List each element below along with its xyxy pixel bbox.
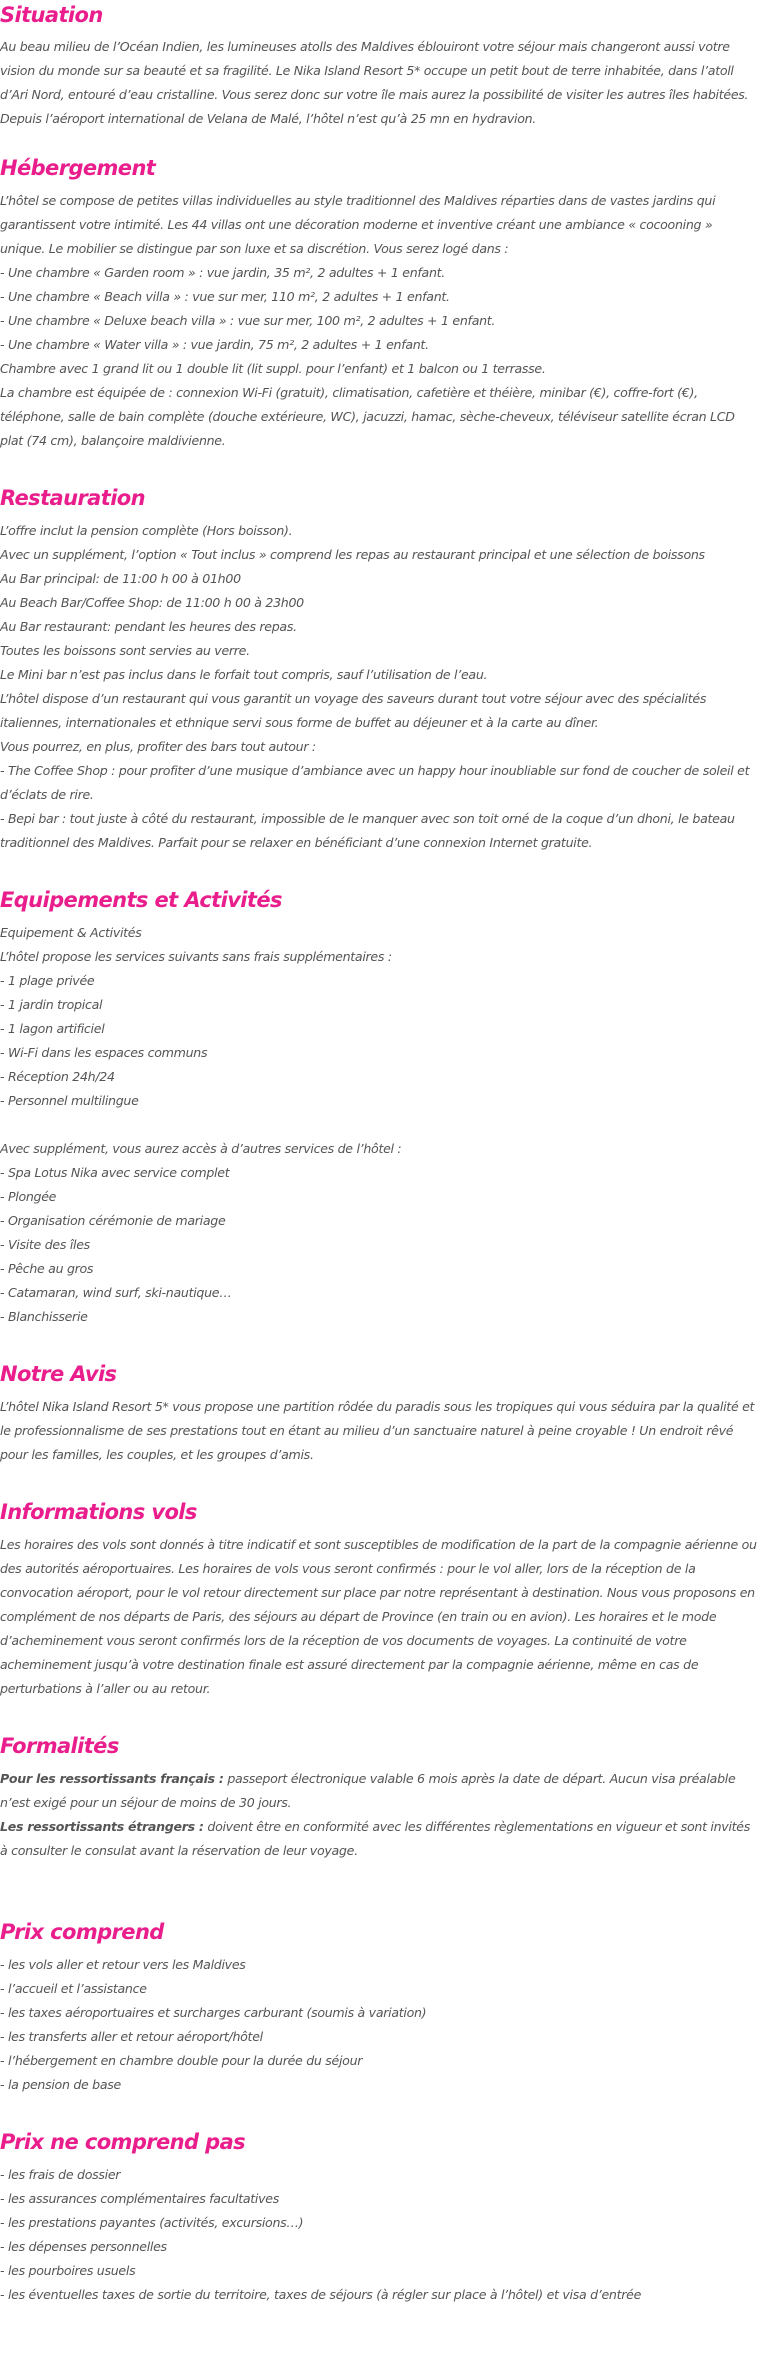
restauration-line: L’offre inclut la pension complète (Hors boisson). xyxy=(0,523,293,538)
prix-exclut-list xyxy=(0,2163,758,2307)
hebergement-equipment: La chambre est équipée de : connexion Wi-Fi (gratuit), climatisation, cafetière et théière, minibar (€), coffre-fort (€), téléphone, salle de bain complète (douche extérieure, WC), jacuzzi, hamac, sèche-cheveux, téléviseur satellite écran LCD plat (74 cm), balançoire maldivienne. xyxy=(0,385,735,448)
prix-exclut-item: - les dépenses personnelles xyxy=(0,2239,167,2254)
free-service-item: - Réception 24h/24 xyxy=(0,1069,115,1084)
paid-service-item: - Spa Lotus Nika avec service complet xyxy=(0,1165,230,1180)
restauration-title: Restauration xyxy=(0,486,145,510)
formalites-french xyxy=(0,1767,758,1815)
prix-exclut-item: - les éventuelles taxes de sortie du territoire, taxes de séjours (à régler sur place à l’hôtel) et visa d’entrée xyxy=(0,2287,642,2302)
prix-comprend-item: - la pension de base xyxy=(0,2077,122,2092)
avis-title: Notre Avis xyxy=(0,1362,117,1386)
section-situation xyxy=(0,0,758,131)
hebergement-title: Hébergement xyxy=(0,156,156,180)
room-item: - Une chambre « Water villa » : vue jardin, 75 m², 2 adultes + 1 enfant. xyxy=(0,337,429,352)
restauration-line: Le Mini bar n’est pas inclus dans le forfait tout compris, sauf l’utilisation de l’eau. xyxy=(0,667,488,682)
prix-exclut-item: - les prestations payantes (activités, excursions…) xyxy=(0,2215,304,2230)
restauration-line: - The Coffee Shop : pour profiter d’une musique d’ambiance avec un happy hour inoubliable sur fond de coucher de soleil et d’éclats de rire. xyxy=(0,763,750,802)
free-service-item: - 1 plage privée xyxy=(0,973,95,988)
vols-title: Informations vols xyxy=(0,1500,197,1524)
section-prix-exclut xyxy=(0,2097,758,2307)
formalites-french-label: Pour les ressortissants français : xyxy=(0,1771,224,1786)
paid-service-item: - Blanchisserie xyxy=(0,1309,88,1324)
free-services-list xyxy=(0,969,758,1113)
prix-comprend-title: Prix comprend xyxy=(0,1920,164,1944)
free-service-item: - 1 jardin tropical xyxy=(0,997,103,1012)
paid-service-item: - Organisation cérémonie de mariage xyxy=(0,1213,226,1228)
room-item: - Une chambre « Garden room » : vue jardin, 35 m², 2 adultes + 1 enfant. xyxy=(0,265,445,280)
restauration-lines xyxy=(0,519,758,855)
prix-comprend-item: - l’accueil et l’assistance xyxy=(0,1981,147,1996)
restauration-line: Au Beach Bar/Coffee Shop: de 11:00 h 00 à 23h00 xyxy=(0,595,304,610)
equipements-title: Equipements et Activités xyxy=(0,888,282,912)
section-equipements xyxy=(0,855,758,1329)
prix-exclut-item: - les assurances complémentaires facultatives xyxy=(0,2191,279,2206)
equipements-intro: Equipement & Activités xyxy=(0,925,142,940)
section-vols xyxy=(0,1467,758,1701)
paid-service-item: - Plongée xyxy=(0,1189,57,1204)
section-avis xyxy=(0,1329,758,1467)
section-formalites xyxy=(0,1701,758,1863)
equipements-paid-intro: Avec supplément, vous aurez accès à d’autres services de l’hôtel : xyxy=(0,1141,402,1156)
avis-text: L’hôtel Nika Island Resort 5* vous propose une partition rôdée du paradis sous les tropiques qui vous séduira par la qualité et le professionnalisme de ses prestations tout en étant au milieu d’un sanctuaire naturel à peine croyable ! Un endroit rêvé pour les familles, les couples, et les groupes d’amis. xyxy=(0,1399,755,1462)
room-item: Chambre avec 1 grand lit ou 1 double lit (lit suppl. pour l’enfant) et 1 balcon ou 1 terrasse. xyxy=(0,361,546,376)
free-service-item: - 1 lagon artificiel xyxy=(0,1021,105,1036)
prix-exclut-title: Prix ne comprend pas xyxy=(0,2130,246,2154)
room-item: - Une chambre « Deluxe beach villa » : vue sur mer, 100 m², 2 adultes + 1 enfant. xyxy=(0,313,496,328)
paid-service-item: - Catamaran, wind surf, ski-nautique… xyxy=(0,1285,232,1300)
paid-services-list xyxy=(0,1161,758,1329)
restauration-line: Avec un supplément, l’option « Tout inclus » comprend les repas au restaurant principal et une sélection de boissons xyxy=(0,547,705,562)
formalites-french-text: passeport électronique valable 6 mois après la date de départ. Aucun visa préalable n’est exigé pour un séjour de moins de 30 jours. xyxy=(0,1771,736,1810)
situation-text: Au beau milieu de l’Océan Indien, les lumineuses atolls des Maldives éblouiront votre séjour mais changeront aussi votre vision du monde sur sa beauté et sa fragilité. Le Nika Island Resort 5* occupe un petit bout de terre inhabitée, dans l’atoll d’Ari Nord, entouré d’eau cristalline. Vous serez donc sur votre île mais aurez la possibilité de visiter les autres îles habitées. Depuis l’aéroport international de Velana de Malé, l’hôtel n’est qu’à 25 mn en hydravion. xyxy=(0,39,749,126)
hebergement-intro: L’hôtel se compose de petites villas individuelles au style traditionnel des Maldives réparties dans de vastes jardins qui garantissent votre intimité. Les 44 villas ont une décoration moderne et inventive créant une ambiance « cocooning » unique. Le mobilier se distingue par son luxe et sa discrétion. Vous serez logé dans : xyxy=(0,193,716,256)
prix-comprend-item: - les taxes aéroportuaires et surcharges carburant (soumis à variation) xyxy=(0,2005,427,2020)
paid-service-item: - Pêche au gros xyxy=(0,1261,94,1276)
prix-comprend-list xyxy=(0,1953,758,2097)
prix-exclut-item: - les pourboires usuels xyxy=(0,2263,136,2278)
prix-comprend-item: - l’hébergement en chambre double pour la durée du séjour xyxy=(0,2053,363,2068)
free-service-item: - Personnel multilingue xyxy=(0,1093,139,1108)
situation-title: Situation xyxy=(0,3,103,27)
equipements-free-intro: L’hôtel propose les services suivants sans frais supplémentaires : xyxy=(0,949,392,964)
section-hebergement xyxy=(0,131,758,453)
restauration-line: Vous pourrez, en plus, profiter des bars tout autour : xyxy=(0,739,316,754)
restauration-line: Au Bar principal: de 11:00 h 00 à 01h00 xyxy=(0,571,241,586)
restauration-line: - Bepi bar : tout juste à côté du restaurant, impossible de le manquer avec son toit orné de la coque d’un dhoni, le bateau traditionnel des Maldives. Parfait pour se relaxer en bénéficiant d’une connexion Internet gratuite. xyxy=(0,811,735,850)
room-list xyxy=(0,261,758,381)
section-prix-comprend xyxy=(0,1863,758,2097)
formalites-foreign-label: Les ressortissants étrangers : xyxy=(0,1819,204,1834)
free-service-item: - Wi-Fi dans les espaces communs xyxy=(0,1045,208,1060)
section-restauration xyxy=(0,453,758,855)
vols-text: Les horaires des vols sont donnés à titre indicatif et sont susceptibles de modification de la part de la compagnie aérienne ou des autorités aéroportuaires. Les horaires de vols vous seront confirmés : pour le vol aller, lors de la réception de la convocation aéroport, pour le vol retour directement sur place par notre représentant à destination. Nous vous proposons en complément de nos départs de Paris, des séjours au départ de Province (en train ou en avion). Les horaires et le mode d’acheminement vous seront confirmés lors de la réception de vos documents de voyages. La continuité de votre acheminement jusqu’à votre destination finale est assuré directement par la compagnie aérienne, même en cas de perturbations à l’aller ou au retour. xyxy=(0,1537,757,1696)
formalites-foreign-text: doivent être en conformité avec les différentes règlementations en vigueur et sont invités à consulter le consulat avant la réservation de leur voyage. xyxy=(0,1819,750,1858)
room-item: - Une chambre « Beach villa » : vue sur mer, 110 m², 2 adultes + 1 enfant. xyxy=(0,289,450,304)
prix-comprend-item: - les vols aller et retour vers les Maldives xyxy=(0,1957,246,1972)
formalites-title: Formalités xyxy=(0,1734,119,1758)
restauration-line: L’hôtel dispose d’un restaurant qui vous garantit un voyage des saveurs durant tout votre séjour avec des spécialités italiennes, internationales et ethnique servi sous forme de buffet au déjeuner et à la carte au dîner. xyxy=(0,691,707,730)
paid-service-item: - Visite des îles xyxy=(0,1237,90,1252)
formalites-foreign xyxy=(0,1815,758,1863)
restauration-line: Toutes les boissons sont servies au verre. xyxy=(0,643,250,658)
prix-exclut-item: - les frais de dossier xyxy=(0,2167,121,2182)
restauration-line: Au Bar restaurant: pendant les heures des repas. xyxy=(0,619,297,634)
prix-comprend-item: - les transferts aller et retour aéroport/hôtel xyxy=(0,2029,263,2044)
